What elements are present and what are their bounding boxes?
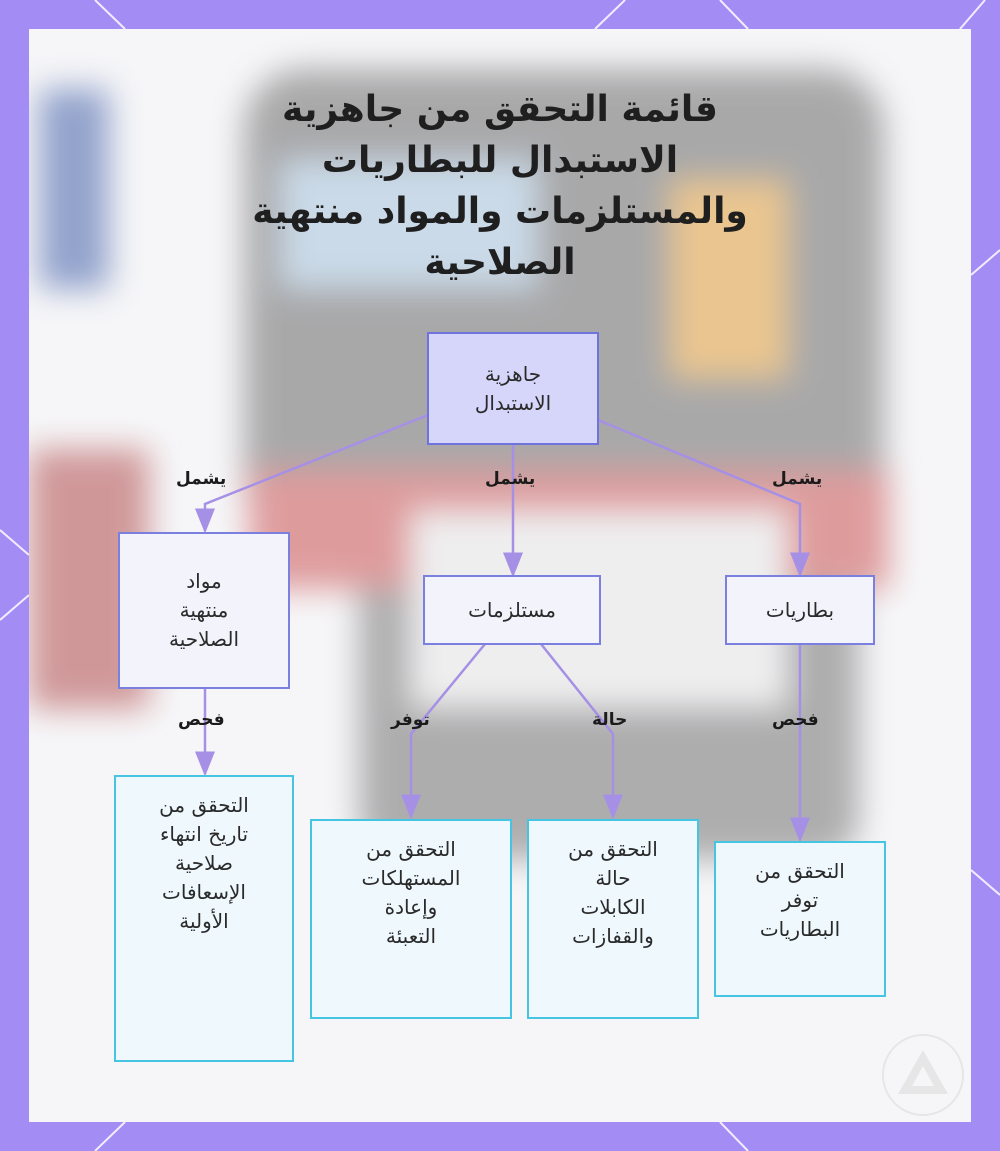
node-line: التحقق من bbox=[159, 793, 249, 817]
node-line: جاهزية bbox=[484, 361, 542, 386]
node-line: الكابلات bbox=[580, 895, 646, 919]
watermark-logo-icon bbox=[880, 1032, 966, 1118]
diagram-canvas bbox=[29, 29, 971, 1122]
node-batteries bbox=[725, 575, 875, 645]
node-line: بطاريات bbox=[765, 597, 835, 622]
node-line: التحقق من bbox=[755, 859, 845, 883]
node-replacement-readiness bbox=[427, 332, 599, 445]
node-check-first-aid-expiry bbox=[114, 775, 294, 1062]
edge-label-includes: يشمل bbox=[485, 469, 536, 489]
node-line: الصلاحية bbox=[168, 627, 240, 651]
edge-label-includes: يشمل bbox=[176, 469, 227, 489]
node-line: تاريخ انتهاء bbox=[159, 822, 249, 846]
edge-label-inspect: فحص bbox=[772, 710, 819, 730]
edge-label-includes: يشمل bbox=[772, 469, 823, 489]
title-line: الصلاحية bbox=[424, 242, 576, 283]
node-line: منتهية bbox=[179, 598, 229, 622]
node-check-battery-availability bbox=[714, 841, 886, 997]
title-line: قائمة التحقق من جاهزية bbox=[282, 89, 718, 130]
node-line: التحقق من bbox=[568, 837, 658, 861]
node-check-cables-gloves bbox=[527, 819, 699, 1019]
node-line: التحقق من bbox=[366, 837, 456, 861]
node-line: حالة bbox=[595, 866, 631, 890]
edge-supplies-cables bbox=[541, 644, 613, 817]
edge-label-inspect: فحص bbox=[178, 710, 225, 730]
node-line: توفر bbox=[781, 888, 819, 912]
node-check-consumables bbox=[310, 819, 512, 1019]
node-line: مستلزمات bbox=[468, 597, 556, 622]
node-line: مواد bbox=[186, 569, 222, 593]
node-line: التعبئة bbox=[385, 924, 437, 948]
title-line: الاستبدال للبطاريات bbox=[321, 140, 679, 181]
node-expired-materials bbox=[118, 532, 290, 689]
node-line: البطاريات bbox=[759, 917, 841, 941]
node-line: صلاحية bbox=[174, 851, 234, 875]
node-line: الإسعافات bbox=[162, 880, 246, 904]
node-supplies bbox=[423, 575, 601, 645]
edge-label-availability: توفر bbox=[391, 710, 430, 730]
node-line: المستهلكات bbox=[361, 866, 461, 890]
node-line: والقفازات bbox=[572, 924, 654, 948]
edge-root-expired bbox=[205, 415, 428, 531]
node-line: وإعادة bbox=[384, 895, 438, 919]
edge-root-batteries bbox=[598, 420, 800, 575]
edge-label-condition: حالة bbox=[592, 710, 628, 730]
title-line: والمستلزمات والمواد منتهية bbox=[252, 191, 748, 232]
edge-supplies-consumables bbox=[411, 644, 485, 817]
node-line: الاستبدال bbox=[474, 390, 552, 415]
node-line: الأولية bbox=[179, 909, 229, 933]
